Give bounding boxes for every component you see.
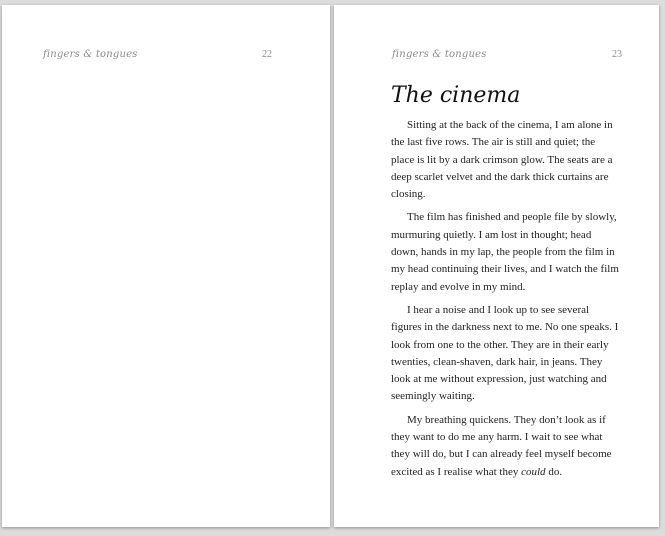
right-page: [334, 5, 659, 527]
chapter-body: [391, 117, 619, 487]
paragraph-text: do.: [545, 465, 563, 478]
paragraph: I hear a noise and I look up to see several figures in the darkness next to me. No one speaks. I look from one to the other. They are in their early twenties, clean-shaven, dark hair, in jeans. They look at me without expression, just watching and seemingly waiting.: [391, 303, 619, 403]
paragraph-text: My breathing quickens. They don’t look as if they want to do me any harm. I wait to see what they will do, but I can already feel myself become excited as I realise what they: [391, 413, 612, 478]
paragraph: [391, 412, 619, 481]
paragraph: The film has finished and people file by slowly, murmuring quietly. I am lost in thought; head down, hands in my lap, the people from the film in my head continuing their lives, and I watch the film replay and evolve in my mind.: [391, 211, 619, 293]
page-number: 22: [262, 49, 272, 60]
page-number: 23: [612, 49, 622, 60]
paragraph: Sitting at the back of the cinema, I am alone in the last five rows. The air is still and quiet; the place is lit by a dark crimson glow. The seats are a deep scarlet velvet and the dark thick curtains are closing.: [391, 119, 613, 201]
running-head: fingers & tongues: [43, 49, 138, 60]
emphasized-word: could: [521, 465, 546, 478]
left-page: [2, 5, 330, 527]
chapter-title: The cinema: [391, 83, 521, 108]
running-head: fingers & tongues: [392, 49, 487, 60]
